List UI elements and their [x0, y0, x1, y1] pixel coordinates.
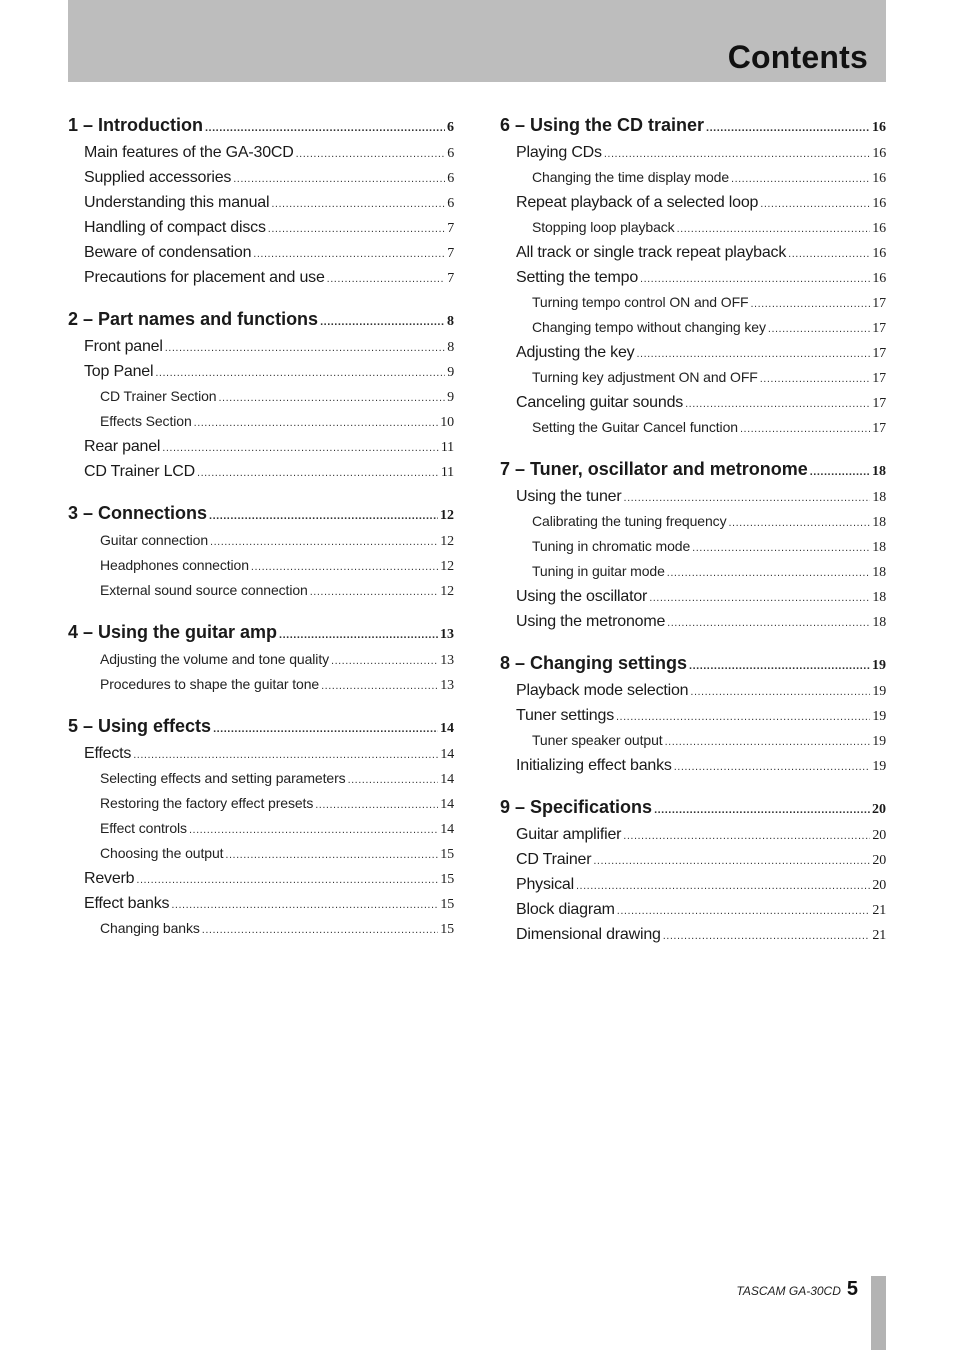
toc-section [500, 110, 886, 440]
toc-entry-title: Using the tuner [516, 488, 622, 505]
toc-entry-title: Turning key adjustment ON and OFF [532, 369, 758, 385]
toc-entry-title: Selecting effects and setting parameters [100, 770, 346, 786]
toc-entry-title: Canceling guitar sounds [516, 394, 684, 411]
toc-chapter-entry[interactable] [68, 110, 454, 140]
toc-section [68, 110, 454, 290]
toc-right-column [500, 110, 886, 961]
toc-entry-title: Handling of compact discs [84, 219, 266, 236]
toc-entry-page: 11 [440, 440, 454, 455]
dot-leader [663, 922, 871, 949]
toc-entry-page: 20 [872, 828, 886, 843]
toc-subsection-entry[interactable] [68, 841, 454, 866]
toc-entry-page: 16 [872, 196, 886, 211]
toc-subsection-entry[interactable] [500, 509, 886, 534]
toc-entry-page: 14 [440, 747, 454, 762]
toc-entry-page: 17 [872, 371, 886, 386]
toc-entry-page: 16 [872, 246, 886, 261]
dot-leader [576, 872, 870, 899]
toc-entry-page: 15 [440, 897, 454, 912]
dot-leader [202, 916, 438, 943]
dot-leader [162, 434, 439, 461]
toc-section-entry[interactable] [500, 897, 886, 922]
toc-entry-title: Initializing effect banks [516, 757, 672, 774]
toc-entry-page: 17 [872, 296, 886, 311]
toc-entry-title: Setting the tempo [516, 269, 639, 286]
toc-section-entry[interactable] [68, 741, 454, 766]
toc-entry-title: Physical [516, 876, 574, 893]
dot-leader [617, 897, 871, 924]
toc-section [68, 711, 454, 941]
page-number: 5 [846, 1278, 858, 1300]
dot-leader [649, 584, 870, 611]
toc-entry-title: 4 – Using the guitar amp [68, 622, 278, 642]
dot-leader [623, 822, 870, 849]
toc-subsection-entry[interactable] [68, 384, 454, 409]
toc-entry-title: Using the oscillator [516, 588, 648, 605]
toc-chapter-entry[interactable] [68, 498, 454, 528]
dot-leader [760, 190, 870, 217]
dot-leader [624, 484, 871, 511]
toc-section-entry[interactable] [500, 190, 886, 215]
toc-section-entry[interactable] [68, 215, 454, 240]
toc-entry-page: 11 [440, 465, 454, 480]
toc-section-entry[interactable] [500, 753, 886, 778]
toc-entry-page: 19 [872, 658, 886, 673]
toc-subsection-entry[interactable] [68, 647, 454, 672]
toc-subsection-entry[interactable] [68, 816, 454, 841]
dot-leader [233, 165, 445, 192]
toc-chapter-entry[interactable] [68, 617, 454, 647]
dot-leader [654, 792, 870, 825]
toc-entry-title: Adjusting the key [516, 344, 635, 361]
toc-entry-title: Main features of the GA-30CD [84, 144, 294, 161]
dot-leader [604, 140, 871, 167]
dot-leader [677, 215, 871, 242]
toc-entry-title: 9 – Specifications [500, 797, 653, 817]
toc-subsection-entry[interactable] [500, 315, 886, 340]
toc-section-entry[interactable] [68, 891, 454, 916]
toc-entry-title: CD Trainer [516, 851, 592, 868]
toc-entry-page: 18 [872, 565, 886, 580]
dot-leader [667, 609, 870, 636]
toc-entry-page: 21 [872, 928, 886, 943]
toc-left-column [68, 110, 454, 955]
toc-entry-title: Precautions for placement and use [84, 269, 325, 286]
toc-entry-title: Repeat playback of a selected loop [516, 194, 759, 211]
toc-entry-title: Playback mode selection [516, 682, 689, 699]
toc-entry-title: Guitar connection [100, 532, 209, 548]
toc-section-entry[interactable] [68, 165, 454, 190]
dot-leader [209, 498, 438, 531]
dot-leader [750, 290, 870, 317]
toc-subsection-entry[interactable] [500, 728, 886, 753]
dot-leader [740, 415, 870, 442]
toc-entry-page: 14 [440, 797, 454, 812]
dot-leader [731, 165, 870, 192]
toc-section [68, 304, 454, 484]
toc-section-entry[interactable] [68, 359, 454, 384]
toc-entry-title: Choosing the output [100, 845, 224, 861]
toc-entry-title: Rear panel [84, 438, 161, 455]
toc-entry-title: 7 – Tuner, oscillator and metronome [500, 459, 808, 479]
toc-section-entry[interactable] [500, 922, 886, 947]
dot-leader [251, 553, 438, 580]
toc-entry-title: Stopping loop playback [532, 219, 675, 235]
toc-entry-title: All track or single track repeat playback [516, 244, 787, 261]
toc-entry-title: 6 – Using the CD trainer [500, 115, 705, 135]
dot-leader [279, 617, 438, 650]
toc-entry-title: Tuning in chromatic mode [532, 538, 691, 554]
toc-entry-page: 14 [440, 822, 454, 837]
toc-entry-page: 15 [440, 922, 454, 937]
toc-section-entry[interactable] [500, 140, 886, 165]
toc-entry-title: CD Trainer LCD [84, 463, 196, 480]
toc-entry-page: 16 [872, 271, 886, 286]
toc-entry-page: 6 [447, 120, 454, 135]
toc-subsection-entry[interactable] [500, 415, 886, 440]
toc-subsection-entry[interactable] [500, 559, 886, 584]
toc-entry-title: Top Panel [84, 363, 154, 380]
dot-leader [320, 304, 445, 337]
toc-entry-title: Tuner speaker output [532, 732, 663, 748]
toc-entry-page: 16 [872, 221, 886, 236]
toc-entry-page: 17 [872, 421, 886, 436]
toc-entry-title: Procedures to shape the guitar tone [100, 676, 320, 692]
toc-entry-title: Tuner settings [516, 707, 614, 724]
toc-entry-title: Calibrating the tuning frequency [532, 513, 727, 529]
toc-section-entry[interactable] [500, 847, 886, 872]
page-footer [736, 1278, 858, 1302]
dot-leader [310, 578, 438, 605]
toc-section-entry[interactable] [500, 340, 886, 365]
toc-section-entry[interactable] [500, 872, 886, 897]
toc-entry-page: 19 [872, 734, 886, 749]
toc-section-entry[interactable] [500, 678, 886, 703]
toc-entry-title: Adjusting the volume and tone quality [100, 651, 330, 667]
dot-leader [225, 841, 438, 868]
dot-leader [788, 240, 870, 267]
toc-section [68, 617, 454, 697]
toc-chapter-entry[interactable] [68, 304, 454, 334]
toc-entry-page: 9 [447, 390, 454, 405]
dot-leader [210, 528, 438, 555]
toc-section [68, 498, 454, 603]
toc-entry-page: 18 [872, 464, 886, 479]
toc-entry-page: 8 [447, 340, 454, 355]
toc-section [500, 792, 886, 947]
toc-entry-title: Effect banks [84, 895, 170, 912]
toc-entry-title: Using the metronome [516, 613, 666, 630]
toc-entry-title: 8 – Changing settings [500, 653, 688, 673]
dot-leader [689, 648, 870, 681]
toc-subsection-entry[interactable] [68, 409, 454, 434]
toc-chapter-entry[interactable] [500, 110, 886, 140]
dot-leader [189, 816, 438, 843]
toc-entry-page: 20 [872, 878, 886, 893]
toc-entry-page: 6 [447, 146, 454, 161]
toc-entry-page: 7 [447, 271, 454, 286]
toc-section [500, 454, 886, 634]
toc-entry-page: 20 [872, 853, 886, 868]
toc-entry-page: 20 [872, 802, 886, 817]
toc-entry-title: Effects [84, 745, 132, 762]
toc-entry-title: Front panel [84, 338, 163, 355]
toc-section-entry[interactable] [68, 190, 454, 215]
dot-leader [728, 509, 870, 536]
page-title: Contents [727, 39, 868, 75]
toc-entry-page: 19 [872, 759, 886, 774]
toc-entry-title: Block diagram [516, 901, 615, 918]
toc-chapter-entry[interactable] [500, 454, 886, 484]
dot-leader [768, 315, 870, 342]
dot-leader [692, 534, 870, 561]
toc-section-entry[interactable] [500, 822, 886, 847]
dot-leader [348, 766, 439, 793]
dot-leader [155, 359, 445, 386]
toc-subsection-entry[interactable] [500, 215, 886, 240]
toc-entry-title: Reverb [84, 870, 135, 887]
dot-leader [197, 459, 439, 486]
toc-entry-page: 13 [440, 678, 454, 693]
dot-leader [321, 672, 438, 699]
dot-leader [315, 791, 438, 818]
dot-leader [665, 728, 871, 755]
toc-entry-page: 15 [440, 872, 454, 887]
dot-leader [194, 409, 439, 436]
toc-entry-page: 18 [872, 615, 886, 630]
toc-entry-page: 13 [440, 653, 454, 668]
toc-subsection-entry[interactable] [500, 290, 886, 315]
toc-entry-page: 18 [872, 515, 886, 530]
dot-leader [331, 647, 438, 674]
toc-entry-title: Changing tempo without changing key [532, 319, 766, 335]
dot-leader [271, 190, 445, 217]
dot-leader [213, 711, 438, 744]
toc-section-entry[interactable] [500, 240, 886, 265]
dot-leader [706, 110, 870, 143]
toc-entry-title: Supplied accessories [84, 169, 232, 186]
toc-entry-title: CD Trainer Section [100, 388, 217, 404]
dot-leader [133, 741, 438, 768]
toc-entry-page: 6 [447, 196, 454, 211]
toc-section-entry[interactable] [68, 434, 454, 459]
toc-chapter-entry[interactable] [68, 711, 454, 741]
toc-entry-title: Changing the time display mode [532, 169, 730, 185]
toc-entry-page: 17 [872, 346, 886, 361]
dot-leader [253, 240, 445, 267]
toc-section-entry[interactable] [68, 334, 454, 359]
dot-leader [136, 866, 438, 893]
toc-entry-title: External sound source connection [100, 582, 308, 598]
toc-entry-title: Restoring the factory effect presets [100, 795, 314, 811]
toc-entry-title: 5 – Using effects [68, 716, 212, 736]
toc-chapter-entry[interactable] [500, 792, 886, 822]
dot-leader [268, 215, 445, 242]
toc-section-entry[interactable] [500, 609, 886, 634]
toc-entry-title: Headphones connection [100, 557, 249, 573]
dot-leader [685, 390, 870, 417]
toc-subsection-entry[interactable] [68, 791, 454, 816]
toc-entry-page: 7 [447, 221, 454, 236]
dot-leader [205, 110, 445, 143]
toc-entry-page: 18 [872, 540, 886, 555]
footer-brand: TASCAM GA-30CD [736, 1284, 841, 1298]
toc-section-entry[interactable] [500, 584, 886, 609]
toc-subsection-entry[interactable] [68, 916, 454, 941]
toc-subsection-entry[interactable] [500, 165, 886, 190]
toc-subsection-entry[interactable] [68, 672, 454, 697]
toc-entry-title: Guitar amplifier [516, 826, 622, 843]
toc-entry-page: 15 [440, 847, 454, 862]
page-edge-tab [871, 1276, 886, 1350]
toc-entry-page: 8 [447, 314, 454, 329]
toc-entry-title: Playing CDs [516, 144, 602, 161]
dot-leader [165, 334, 445, 361]
toc-section-entry[interactable] [68, 459, 454, 484]
dot-leader [593, 847, 870, 874]
dot-leader [296, 140, 446, 167]
toc-subsection-entry[interactable] [68, 578, 454, 603]
toc-section-entry[interactable] [68, 866, 454, 891]
toc-entry-title: Setting the Guitar Cancel function [532, 419, 738, 435]
toc-entry-page: 16 [872, 146, 886, 161]
header-bar [68, 0, 886, 82]
toc-section [500, 648, 886, 778]
toc-entry-page: 19 [872, 684, 886, 699]
toc-entry-page: 21 [872, 903, 886, 918]
toc-entry-page: 19 [872, 709, 886, 724]
toc-entry-page: 10 [440, 415, 454, 430]
toc-entry-page: 16 [872, 171, 886, 186]
toc-entry-page: 18 [872, 490, 886, 505]
toc-section-entry[interactable] [68, 265, 454, 290]
toc-entry-title: Turning tempo control ON and OFF [532, 294, 749, 310]
dot-leader [171, 891, 438, 918]
toc-entry-page: 13 [440, 627, 454, 642]
dot-leader [616, 703, 870, 730]
toc-subsection-entry[interactable] [500, 534, 886, 559]
dot-leader [760, 365, 870, 392]
dot-leader [327, 265, 446, 292]
dot-leader [690, 678, 870, 705]
toc-entry-title: 2 – Part names and functions [68, 309, 319, 329]
dot-leader [640, 265, 870, 292]
toc-entry-title: Effect controls [100, 820, 187, 836]
toc-entry-page: 17 [872, 321, 886, 336]
toc-subsection-entry[interactable] [68, 553, 454, 578]
toc-section-entry[interactable] [500, 390, 886, 415]
toc-entry-title: Changing banks [100, 920, 200, 936]
toc-section-entry[interactable] [500, 484, 886, 509]
toc-entry-page: 12 [440, 508, 454, 523]
toc-entry-page: 12 [440, 534, 454, 549]
toc-subsection-entry[interactable] [68, 766, 454, 791]
toc-entry-page: 7 [447, 246, 454, 261]
toc-section-entry[interactable] [68, 240, 454, 265]
toc-entry-title: 1 – Introduction [68, 115, 203, 135]
toc-subsection-entry[interactable] [68, 528, 454, 553]
toc-entry-page: 14 [440, 721, 454, 736]
toc-entry-title: Tuning in guitar mode [532, 563, 665, 579]
toc-entry-title: Effects Section [100, 413, 192, 429]
dot-leader [636, 340, 870, 367]
toc-entry-page: 17 [872, 396, 886, 411]
toc-subsection-entry[interactable] [500, 365, 886, 390]
dot-leader [674, 753, 871, 780]
toc-section-entry[interactable] [500, 703, 886, 728]
toc-chapter-entry[interactable] [500, 648, 886, 678]
toc-entry-page: 12 [440, 584, 454, 599]
toc-entry-page: 9 [447, 365, 454, 380]
toc-entry-title: 3 – Connections [68, 503, 208, 523]
toc-entry-title: Understanding this manual [84, 194, 270, 211]
toc-entry-page: 14 [440, 772, 454, 787]
toc-entry-page: 6 [447, 171, 454, 186]
toc-entry-page: 16 [872, 120, 886, 135]
dot-leader [667, 559, 870, 586]
toc-section-entry[interactable] [500, 265, 886, 290]
toc-entry-title: Dimensional drawing [516, 926, 661, 943]
toc-entry-page: 12 [440, 559, 454, 574]
dot-leader [810, 454, 870, 487]
dot-leader [218, 384, 445, 411]
toc-entry-page: 18 [872, 590, 886, 605]
toc-entry-title: Beware of condensation [84, 244, 252, 261]
toc-section-entry[interactable] [68, 140, 454, 165]
